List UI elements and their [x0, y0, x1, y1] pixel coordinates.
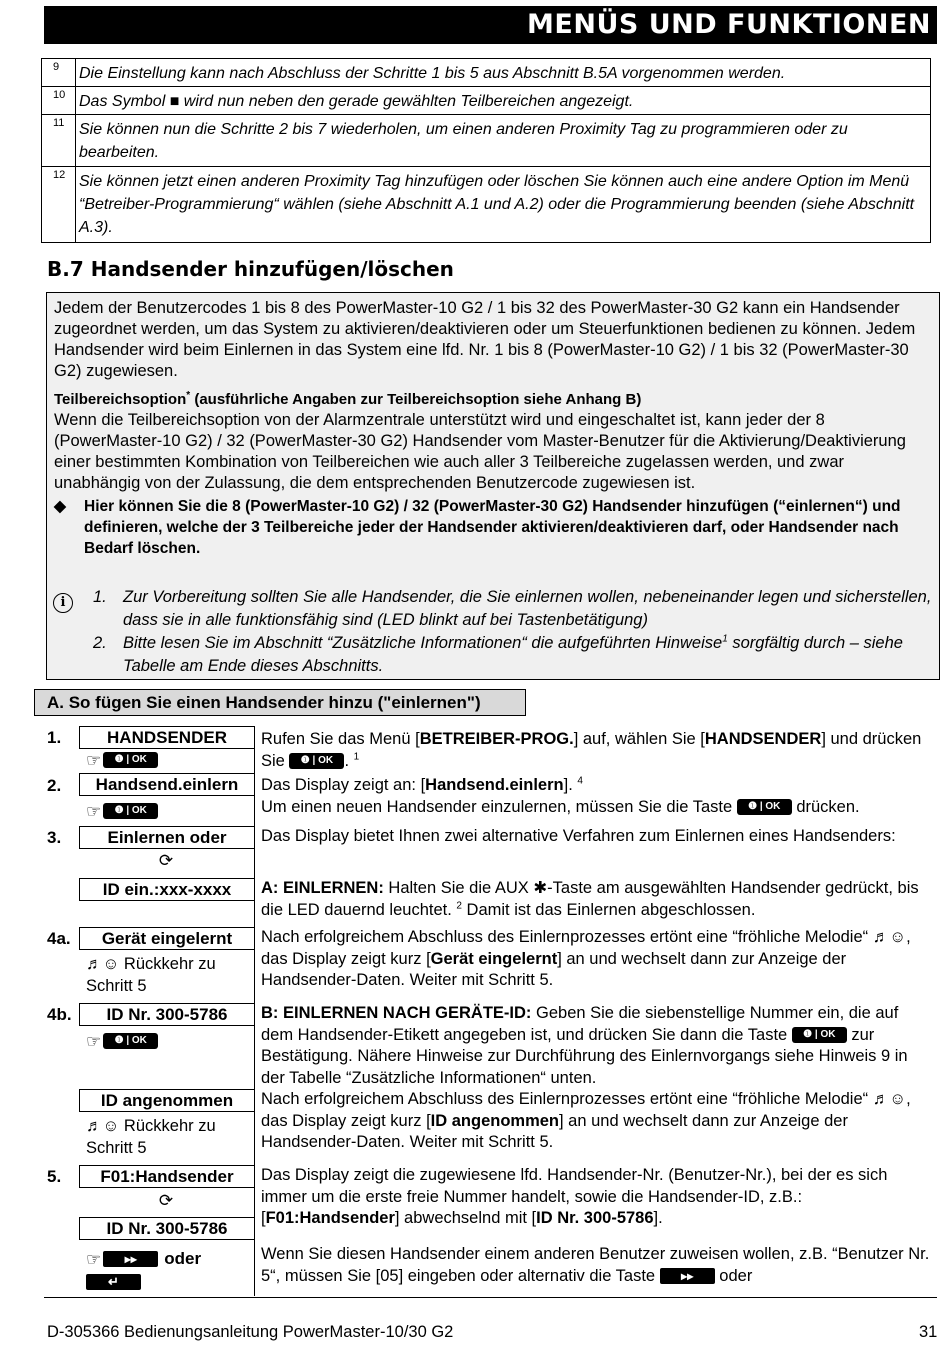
- diamond-bullet-icon: ◆: [54, 498, 66, 515]
- page-number: 31: [919, 1323, 938, 1341]
- step-number: 2.: [47, 776, 62, 795]
- step-description: Wenn Sie diesen Handsender einem anderen Benutzer zuweisen wollen, z.B. “Benutzer Nr. 5“, müssen Sie [05] eingeben oder alternativ die Taste ▸▸ oder: [261, 1245, 930, 1285]
- pointing-hand-icon: ☞: [86, 750, 102, 770]
- back-key-icon: ↵: [86, 1274, 141, 1290]
- info-item-1: 1. Zur Vorbereitung sollten Sie alle Handsender, die Sie einlernen wollen, nebeneinander legen und sicherstellen, dass sie in alle funktionsfähig sind (LED blinkt auf bei Tastenbetätigung): [93, 588, 932, 629]
- pointing-hand-icon: ☞: [86, 801, 102, 821]
- info-circle-icon: i: [53, 593, 73, 613]
- scroll-cycle-icon: ⟳: [158, 851, 174, 870]
- ok-key-icon: ❶ | OK: [737, 799, 792, 815]
- step-description: Das Display zeigt die zugewiesene lfd. Handsender-Nr. (Benutzer-Nr.), bei der es sich immer um die erste freie Nummer handelt, sowie die Handsender-ID, z.B.: [F01:Handsender] abwechselnd mit [ID Nr. 300-5786].: [261, 1166, 888, 1227]
- key-instruction: [86, 1273, 141, 1291]
- ok-key-icon: ❶ | OK: [103, 752, 158, 768]
- step-description: A: EINLERNEN: Halten Sie die AUX ✱-Taste am ausgewählten Handsender gedrückt, bis die LED dauernd leuchtet. $^2$ Damit ist das Einlernen abgeschlossen.: [261, 879, 919, 919]
- key-instruction: [86, 802, 158, 820]
- intro-box: [46, 292, 940, 584]
- table-row: [42, 167, 931, 243]
- key-instruction: [86, 1032, 158, 1050]
- step-description: Rufen Sie das Menü [BETREIBER-PROG.] auf, wählen Sie [HANDSENDER] und drücken Sie ❶ | OK . $^1$: [261, 730, 922, 770]
- notes-table: [41, 58, 931, 243]
- side-note: ♬☺ Rückkehr zu Schritt 5: [86, 1117, 216, 1157]
- display-box: F01:Handsender: [79, 1165, 255, 1188]
- step-description: Das Display zeigt an: [Handsend.einlern]. $^4$ Um einen neuen Handsender einzulernen, müssen Sie die Taste ❶ | OK drücken.: [261, 775, 860, 816]
- note-text: Das Symbol ■ wird nun neben den gerade gewählten Teilbereichen angezeigt.: [76, 87, 931, 115]
- info-item-2: 2. Bitte lesen Sie im Abschnitt “Zusätzliche Informationen“ die aufgeführten Hinweise$^1$ sorgfältig durch – siehe Tabelle am Ende dieses Abschnitts.: [93, 633, 903, 675]
- section-title: B.7 Handsender hinzufügen/löschen: [47, 257, 454, 281]
- note-text: Die Einstellung kann nach Abschluss der Schritte 1 bis 5 aus Abschnitt B.5A vorgenommen werden.: [76, 59, 931, 87]
- oder-label: oder: [164, 1249, 202, 1268]
- pointing-hand-icon: ☞: [86, 1031, 102, 1051]
- forward-key-icon: ▸▸: [660, 1268, 715, 1284]
- ok-key-icon: ❶ | OK: [792, 1027, 847, 1043]
- key-instruction: [86, 1250, 201, 1268]
- bullet-item: [54, 496, 933, 559]
- step-number: 4a.: [47, 929, 71, 948]
- note-number: 9: [42, 59, 76, 87]
- step-description: B: EINLERNEN NACH GERÄTE-ID: Geben Sie die siebenstellige Nummer ein, die auf dem Handsender-Etikett angegeben ist, und drücken Sie dann die Taste ❶ | OK zur Bestätigung. Nähere Hinweise zur Durchführung des Einlernvorgangs siehe Hinweis 9 in der Tabelle “Zusätzliche Informationen“ unten.: [261, 1004, 908, 1087]
- side-note: ♬☺ Rückkehr zu Schritt 5: [86, 955, 216, 995]
- display-box: Einlernen oder: [79, 826, 255, 849]
- footer-document-id: D-305366 Bedienungsanleitung PowerMaster-10/30 G2: [47, 1323, 454, 1341]
- table-row: [42, 115, 931, 167]
- display-box: HANDSENDER: [79, 726, 255, 749]
- display-box: ID ein.:xxx-xxxx: [79, 878, 255, 901]
- step-number: 1.: [47, 728, 62, 747]
- display-box: Gerät eingelernt: [79, 927, 255, 950]
- page-header: MENÜS UND FUNKTIONEN: [44, 6, 937, 44]
- table-row: [42, 87, 931, 115]
- note-number: 11: [42, 115, 76, 167]
- procedure-title: A. So fügen Sie einen Handsender hinzu ("einlernen"): [34, 689, 526, 716]
- partition-paragraph: Wenn die Teilbereichsoption von der Alarmzentrale unterstützt wird und eingeschaltet ist, kann jeder der 8 (PowerMaster-10 G2) / 32 (PowerMaster-30 G2) Handsender vom Master-Benutzer für die Aktivierung/Deaktivierung einer bestimmten Kombination von Teilbereichen wie auch aller 3 Teilbereiche zugelassen werden, und zwar unabhängig von der Zulassung, die dem entsprechenden Benutzercode zugewiesen ist.: [54, 411, 906, 492]
- step-description: Nach erfolgreichem Abschluss des Einlernprozesses ertönt eine “fröhliche Melodie“ ♬☺, das Display zeigt kurz [ID angenommen] an und wechselt dann zur Anzeige der Handsender-Daten. Weiter mit Schritt 5.: [261, 1090, 911, 1151]
- info-box: [46, 583, 940, 680]
- partition-subheading: Teilbereichsoption* (ausführliche Angaben zur Teilbereichsoption siehe Anhang B): [54, 390, 642, 408]
- forward-key-icon: ▸▸: [103, 1251, 158, 1267]
- ok-key-icon: ❶ | OK: [103, 1033, 158, 1049]
- footer-divider: [44, 1297, 937, 1298]
- pointing-hand-icon: ☞: [86, 1249, 102, 1269]
- note-number: 10: [42, 87, 76, 115]
- bullet-text: Hier können Sie die 8 (PowerMaster-10 G2) / 32 (PowerMaster-30 G2) Handsender hinzufügen (“einlernen“) und definieren, welche der 3 Teilbereiche jeder der Handsender aktivieren/deaktivieren darf, oder Handsender nach Bedarf löschen.: [84, 498, 901, 557]
- step-number: 4b.: [47, 1005, 72, 1024]
- note-text: Sie können jetzt einen anderen Proximity Tag hinzufügen oder löschen Sie können auch eine andere Option im Menü “Betreiber-Programmierung“ wählen (siehe Abschnitt A.1 und A.2) oder die Programmierung beenden (siehe Abschnitt A.3).: [76, 167, 931, 243]
- intro-paragraph: Jedem der Benutzercodes 1 bis 8 des PowerMaster-10 G2 / 1 bis 32 des PowerMaster-30 G2 kann ein Handsender zugeordnet werden, um das System zu aktivieren/deaktivieren oder um Steuerfunktionen bedienen zu können. Jedem Handsender wird beim Einlernen in das System eine lfd. Nr. 1 bis 8 (PowerMaster-10 G2) / 1 bis 32 (PowerMaster-30 G2) zugewiesen.: [54, 299, 916, 380]
- step-description: Das Display bietet Ihnen zwei alternative Verfahren zum Einlernen eines Handsenders:: [261, 827, 896, 845]
- display-box: ID Nr. 300-5786: [79, 1217, 255, 1240]
- step-number: 5.: [47, 1167, 62, 1186]
- note-number: 12: [42, 167, 76, 243]
- display-box: ID Nr. 300-5786: [79, 1003, 255, 1026]
- display-box: Handsend.einlern: [79, 773, 255, 796]
- step-description: Nach erfolgreichem Abschluss des Einlernprozesses ertönt eine “fröhliche Melodie“ ♬☺, das Display zeigt kurz [Gerät eingelernt] an und wechselt dann zur Anzeige der Handsender-Daten. Weiter mit Schritt 5.: [261, 928, 911, 989]
- note-text: Sie können nun die Schritte 2 bis 7 wiederholen, um einen anderen Proximity Tag zu programmieren oder zu bearbeiten.: [76, 115, 931, 167]
- scroll-cycle-icon: ⟳: [158, 1191, 174, 1210]
- display-box: ID angenommen: [79, 1089, 255, 1112]
- table-row: [42, 59, 931, 87]
- key-instruction: [86, 751, 158, 769]
- step-number: 3.: [47, 828, 62, 847]
- ok-key-icon: ❶ | OK: [103, 803, 158, 819]
- ok-key-icon: ❶ | OK: [289, 753, 344, 769]
